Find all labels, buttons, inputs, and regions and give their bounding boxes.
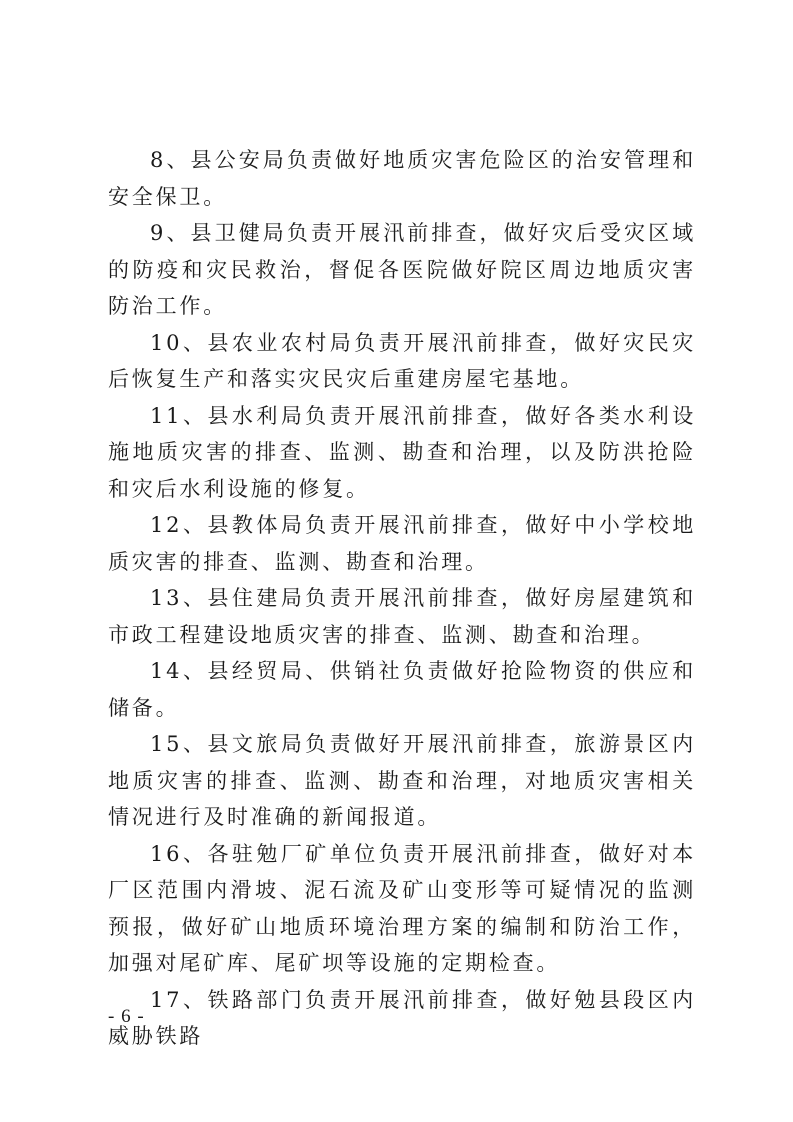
page-number: - 6 - bbox=[108, 1006, 145, 1027]
paragraph-item-8: 8、县公安局负责做好地质灾害危险区的治安管理和安全保卫。 bbox=[108, 148, 696, 209]
paragraph-item-16: 16、各驻勉厂矿单位负责开展汛前排查，做好对本厂区范围内滑坡、泥石流及矿山变形等可疑情况的监测预报，做好矿山地质环境治理方案的编制和防治工作，加强对尾矿库、尾矿坝等设施的定期检查。 bbox=[108, 841, 696, 975]
paragraph-item-17: 17、铁路部门负责开展汛前排查，做好勉县段区内威胁铁路 bbox=[108, 987, 696, 1048]
paragraph-item-11: 11、县水利局负责开展汛前排查，做好各类水利设施地质灾害的排查、监测、勘查和治理，以及防洪抢险和灾后水利设施的修复。 bbox=[108, 403, 696, 501]
paragraph-item-12: 12、县教体局负责开展汛前排查，做好中小学校地质灾害的排查、监测、勘查和治理。 bbox=[108, 513, 696, 574]
paragraph-item-14: 14、县经贸局、供销社负责做好抢险物资的供应和储备。 bbox=[108, 659, 696, 720]
document-body bbox=[108, 142, 696, 1055]
paragraph-item-9: 9、县卫健局负责开展汛前排查，做好灾后受灾区域的防疫和灾民救治，督促各医院做好院区周边地质灾害防治工作。 bbox=[108, 221, 696, 318]
paragraph-item-10: 10、县农业农村局负责开展汛前排查，做好灾民灾后恢复生产和落实灾民灾后重建房屋宅基地。 bbox=[108, 330, 696, 391]
paragraph-item-13: 13、县住建局负责开展汛前排查，做好房屋建筑和市政工程建设地质灾害的排查、监测、勘查和治理。 bbox=[108, 586, 696, 647]
paragraph-item-15: 15、县文旅局负责做好开展汛前排查，旅游景区内地质灾害的排查、监测、勘查和治理，对地质灾害相关情况进行及时准确的新闻报道。 bbox=[108, 732, 696, 829]
